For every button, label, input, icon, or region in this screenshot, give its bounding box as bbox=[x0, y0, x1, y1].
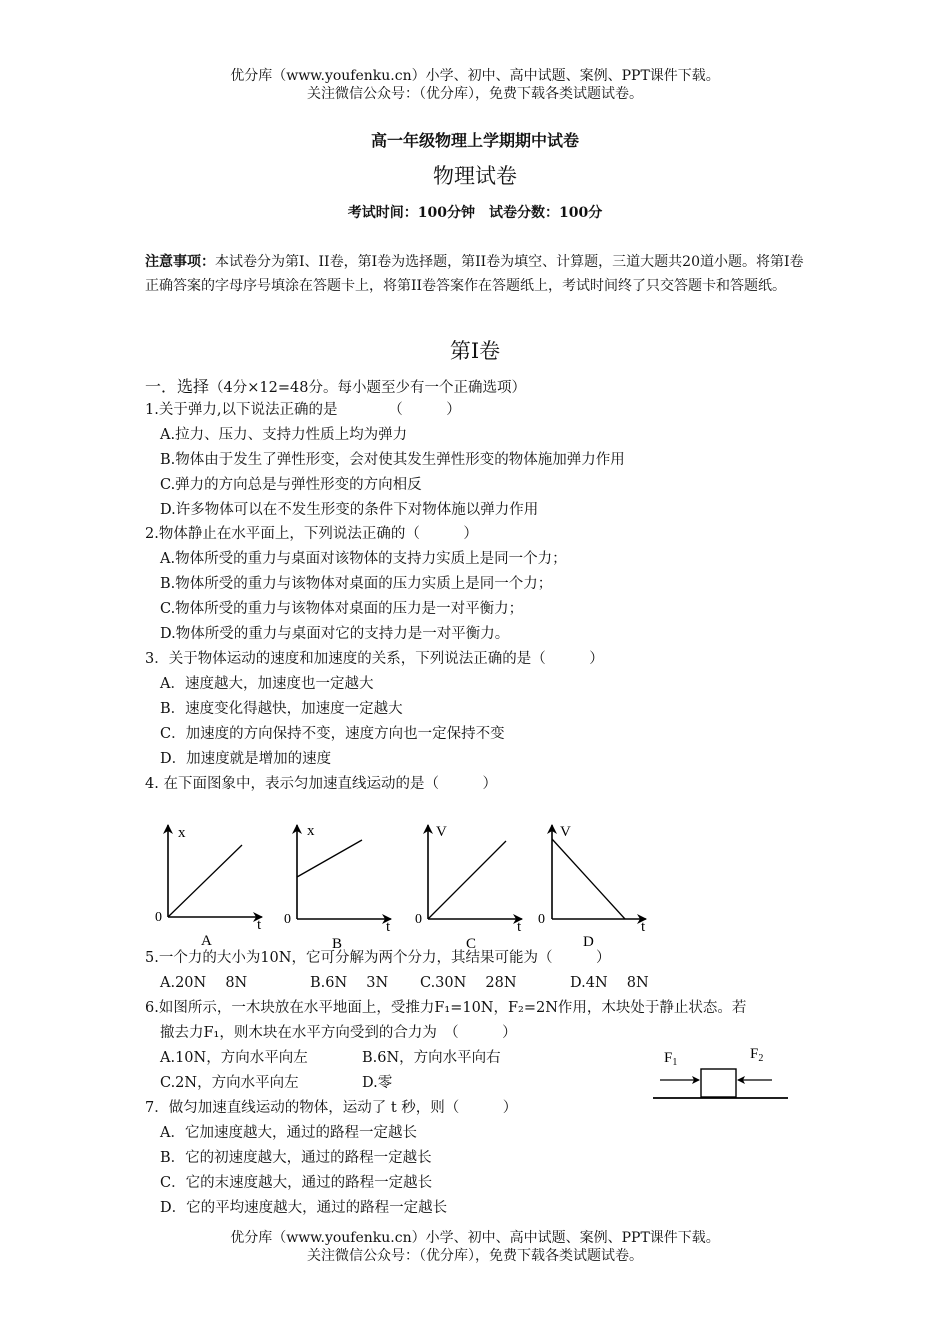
q3-option-a: A．速度越大，加速度也一定越大 bbox=[160, 676, 374, 692]
graph-a-origin: 0 bbox=[155, 910, 162, 925]
exam-title: 高一年级物理上学期期中试卷 bbox=[370, 131, 579, 150]
volume-title: 第I卷 bbox=[449, 339, 501, 363]
graph-b-x-label: t bbox=[386, 919, 391, 935]
graph-c-y-label: V bbox=[436, 824, 447, 840]
graph-c-line bbox=[428, 841, 506, 919]
q2-option-c: C.物体所受的重力与该物体对桌面的压力是一对平衡力； bbox=[160, 601, 524, 617]
graph-b-origin: 0 bbox=[284, 912, 291, 927]
q5-option-a: A.20N 8N bbox=[160, 975, 248, 991]
footer-line-2: 关注微信公众号：（优分库），免费下载各类试题试卷。 bbox=[307, 1248, 643, 1264]
graph-c bbox=[415, 824, 522, 952]
q2-option-a: A.物体所受的重力与桌面对该物体的支持力实质上是同一个力； bbox=[160, 551, 567, 567]
notice-label: 注意事项： bbox=[145, 254, 215, 270]
footer-line-1: 优分库（www.youfenku.cn）小学、初中、高中试题、案例、PPT课件下载。 bbox=[230, 1230, 720, 1246]
q6-figure bbox=[650, 1042, 795, 1104]
q6-option-b: B.6N，方向水平向右 bbox=[362, 1050, 501, 1066]
exam-info: 考试时间：100分钟 试卷分数：100分 bbox=[347, 205, 603, 221]
q5-option-c: C.30N 28N bbox=[420, 975, 517, 991]
q2-option-d: D.物体所受的重力与桌面对它的支持力是一对平衡力。 bbox=[160, 626, 510, 642]
wood-block bbox=[701, 1069, 736, 1097]
q7-option-c: C．它的末速度越大，通过的路程一定越长 bbox=[160, 1175, 433, 1191]
graph-b-y-label: x bbox=[307, 823, 315, 839]
q6-option-c: C.2N，方向水平向左 bbox=[160, 1075, 299, 1091]
f1-label: $F_1$ bbox=[664, 1050, 678, 1068]
q1-option-a: A.拉力、压力、支持力性质上均为弹力 bbox=[160, 427, 408, 443]
q6-option-d: D.零 bbox=[362, 1075, 393, 1091]
q4-stem: 4. 在下面图象中，表示匀加速直线运动的是（ ） bbox=[145, 776, 497, 792]
notice-text: 本试卷分为第I、II卷，第I卷为选择题，第II卷为填空、计算题，三道大题共20道小题。将第I卷正确答案的字母序号填涂在答题卡上，将第II卷答案作在答题纸上，考试时间终了只交答题卡和答题纸。 bbox=[145, 254, 804, 294]
q1-option-c: C.弹力的方向总是与弹性形变的方向相反 bbox=[160, 477, 422, 493]
q1-stem: 1.关于弹力,以下说法正确的是 （ ） bbox=[145, 402, 461, 418]
graph-c-x-label: t bbox=[517, 919, 522, 935]
q4-graphs bbox=[140, 815, 680, 955]
header-line-1: 优分库（www.youfenku.cn）小学、初中、高中试题、案例、PPT课件下载。 bbox=[230, 68, 720, 84]
q7-stem: 7．做匀加速直线运动的物体，运动了 t 秒，则（ ） bbox=[145, 1100, 518, 1116]
section-desc: （4分×12=48分。每小题至少有一个正确选项） bbox=[209, 380, 526, 396]
graph-d-y-label: V bbox=[560, 824, 571, 840]
graph-c-origin: 0 bbox=[415, 912, 422, 927]
graph-a-y-label: x bbox=[178, 825, 186, 841]
q7-option-b: B．它的初速度越大，通过的路程一定越长 bbox=[160, 1150, 432, 1166]
notice bbox=[145, 250, 810, 298]
exam-subtitle: 物理试卷 bbox=[433, 164, 517, 188]
graph-a-line bbox=[168, 845, 242, 917]
graph-b-line bbox=[297, 840, 362, 877]
q3-option-c: C．加速度的方向保持不变，速度方向也一定保持不变 bbox=[160, 726, 505, 742]
q3-stem: 3．关于物体运动的速度和加速度的关系，下列说法正确的是（ ） bbox=[145, 651, 604, 667]
q6-option-a: A.10N，方向水平向左 bbox=[160, 1050, 308, 1066]
q3-option-d: D．加速度就是增加的速度 bbox=[160, 751, 332, 767]
q7-option-d: D．它的平均速度越大，通过的路程一定越长 bbox=[160, 1200, 448, 1216]
graph-d bbox=[538, 824, 646, 950]
q5-option-b: B.6N 3N bbox=[310, 975, 389, 991]
graph-a-x-label: t bbox=[257, 917, 262, 933]
header-line-2: 关注微信公众号：（优分库），免费下载各类试题试卷。 bbox=[307, 86, 643, 102]
q6-stem-line-2: 撤去力F₁，则木块在水平方向受到的合力为 （ ） bbox=[160, 1025, 517, 1041]
q5-stem: 5.一个力的大小为10N，它可分解为两个分力，其结果可能为（ ） bbox=[145, 950, 611, 966]
graph-d-line bbox=[552, 839, 625, 919]
q2-stem: 2.物体静止在水平面上，下列说法正确的（ ） bbox=[145, 526, 478, 542]
q7-option-a: A．它加速度越大，通过的路程一定越长 bbox=[160, 1125, 417, 1141]
f2-label: $F_2$ bbox=[750, 1046, 764, 1064]
q1-option-b: B.物体由于发生了弹性形变，会对使其发生弹性形变的物体施加弹力作用 bbox=[160, 452, 625, 468]
q2-option-b: B.物体所受的重力与该物体对桌面的压力实质上是同一个力； bbox=[160, 576, 553, 592]
graph-d-origin: 0 bbox=[538, 912, 545, 927]
graph-a-label: A bbox=[201, 933, 212, 949]
graph-a bbox=[155, 825, 262, 949]
q1-option-d: D.许多物体可以在不发生形变的条件下对物体施以弹力作用 bbox=[160, 502, 539, 518]
q5-option-d: D.4N 8N bbox=[570, 975, 649, 991]
section-label: 一．选择 bbox=[145, 377, 210, 396]
graph-b bbox=[284, 823, 391, 952]
section-heading bbox=[145, 374, 526, 401]
graph-b-label: B bbox=[332, 936, 343, 952]
graph-d-label: D bbox=[583, 934, 594, 950]
graph-d-x-label: t bbox=[641, 919, 646, 935]
q3-option-b: B．速度变化得越快，加速度一定越大 bbox=[160, 701, 403, 717]
graph-c-label: C bbox=[466, 936, 477, 952]
q6-stem-line-1: 6.如图所示，一木块放在水平地面上，受推力F₁=10N，F₂=2N作用，木块处于静止状态。若 bbox=[145, 1000, 747, 1016]
